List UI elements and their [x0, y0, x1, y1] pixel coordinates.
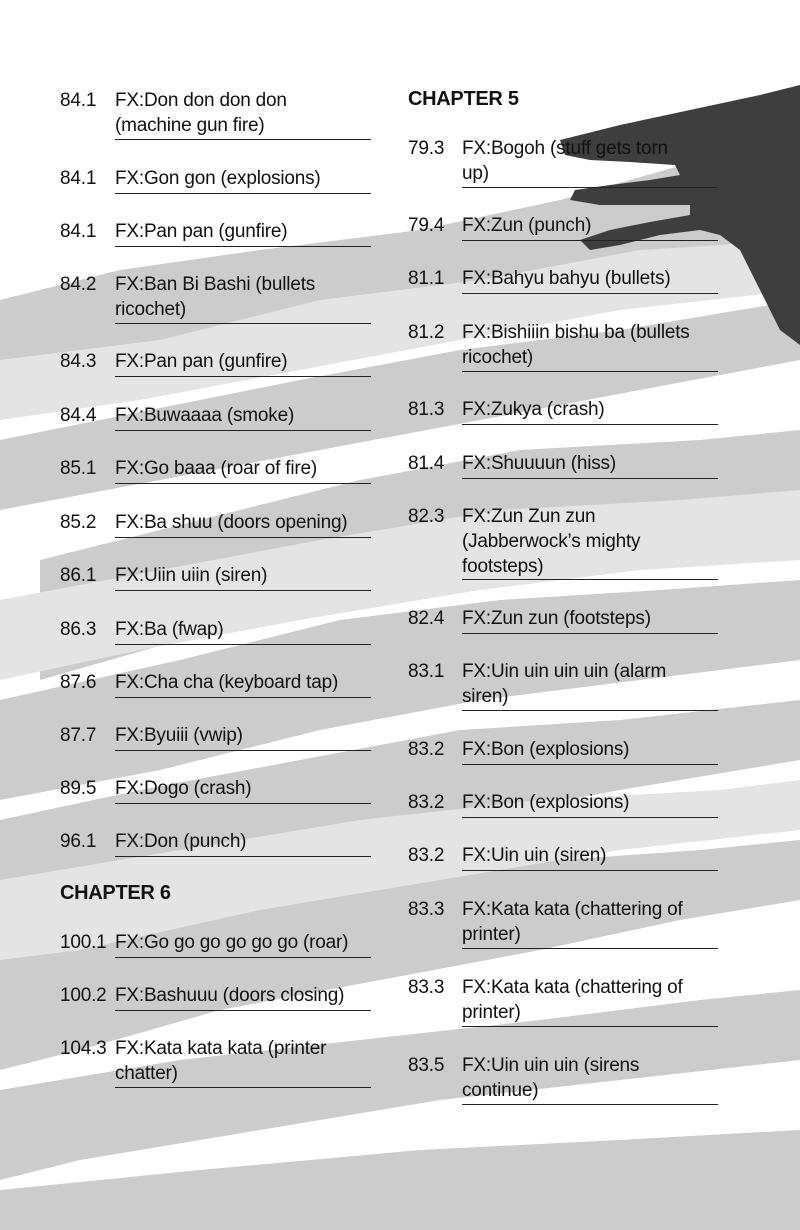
underline-rule: [462, 240, 718, 241]
page-panel-number: 89.5: [60, 778, 97, 799]
underline-rule: [115, 697, 371, 698]
fx-translation-text: FX:Kata kata (chattering of printer): [462, 977, 683, 1023]
underline-rule: [115, 139, 371, 140]
fx-translation-text: FX:Zun zun (footsteps): [462, 608, 651, 629]
underline-rule: [462, 371, 718, 372]
page-panel-number: 83.1: [408, 661, 445, 682]
page-panel-number: 84.3: [60, 351, 97, 372]
fx-translation-text: FX:Ba (fwap): [115, 619, 224, 640]
page-panel-number: 83.2: [408, 845, 445, 866]
underline-rule: [462, 948, 718, 949]
fx-translation-text: FX:Kata kata (chattering of printer): [462, 899, 683, 945]
fx-translation-text: FX:Buwaaaa (smoke): [115, 405, 295, 426]
underline-rule: [462, 424, 718, 425]
underline-rule: [115, 537, 371, 538]
underline-rule: [115, 483, 371, 484]
fx-translation-text: FX:Bashuuu (doors closing): [115, 985, 345, 1006]
page-panel-number: 83.2: [408, 739, 445, 760]
fx-translation-text: FX:Uin uin uin (sirens continue): [462, 1055, 640, 1101]
fx-translation-text: FX:Ban Bi Bashi (bullets ricochet): [115, 274, 316, 320]
fx-translation-text: FX:Pan pan (gunfire): [115, 221, 288, 242]
fx-translation-text: FX:Bahyu bahyu (bullets): [462, 268, 671, 289]
page-panel-number: 84.1: [60, 168, 97, 189]
underline-rule: [462, 764, 718, 765]
fx-translation-text: FX:Byuiii (vwip): [115, 725, 243, 746]
fx-translation-text: FX:Ba shuu (doors opening): [115, 512, 348, 533]
page-panel-number: 79.3: [408, 138, 445, 159]
underline-rule: [115, 430, 371, 431]
fx-translation-text: FX:Bon (explosions): [462, 739, 630, 760]
underline-rule: [115, 193, 371, 194]
fx-translation-text: FX:Dogo (crash): [115, 778, 252, 799]
underline-rule: [462, 478, 718, 479]
fx-translation-text: FX:Bishiiin bishu ba (bullets ricochet): [462, 322, 690, 368]
underline-rule: [115, 590, 371, 591]
fx-translation-text: FX:Uin uin uin uin (alarm siren): [462, 661, 667, 707]
underline-rule: [115, 750, 371, 751]
fx-translation-text: FX:Uiin uiin (siren): [115, 565, 268, 586]
page-panel-number: 104.3: [60, 1038, 107, 1059]
fx-translation-text: FX:Don don don don (machine gun fire): [115, 90, 287, 136]
underline-rule: [462, 579, 718, 580]
page-panel-number: 84.4: [60, 405, 97, 426]
underline-rule: [462, 870, 718, 871]
underline-rule: [115, 644, 371, 645]
page-panel-number: 82.4: [408, 608, 445, 629]
page-panel-number: 83.3: [408, 977, 445, 998]
fx-translation-text: FX:Cha cha (keyboard tap): [115, 672, 339, 693]
underline-rule: [115, 376, 371, 377]
underline-rule: [115, 1087, 371, 1088]
fx-translation-text: FX:Uin uin (siren): [462, 845, 607, 866]
fx-translation-text: FX:Zun Zun zun (Jabberwock’s mighty footsteps): [462, 506, 641, 577]
chapter-heading: CHAPTER 6: [60, 882, 171, 904]
page-panel-number: 83.2: [408, 792, 445, 813]
page-panel-number: 85.2: [60, 512, 97, 533]
fx-translation-text: FX:Bon (explosions): [462, 792, 630, 813]
underline-rule: [462, 633, 718, 634]
fx-translation-text: FX:Go go go go go go (roar): [115, 932, 349, 953]
underline-rule: [462, 817, 718, 818]
fx-translation-text: FX:Bogoh (stuff gets torn up): [462, 138, 668, 184]
page-panel-number: 85.1: [60, 458, 97, 479]
underline-rule: [115, 803, 371, 804]
fx-translation-text: FX:Kata kata kata (printer chatter): [115, 1038, 327, 1084]
page-panel-number: 81.2: [408, 322, 445, 343]
page-panel-number: 81.3: [408, 399, 445, 420]
underline-rule: [115, 1010, 371, 1011]
underline-rule: [115, 246, 371, 247]
underline-rule: [115, 323, 371, 324]
underline-rule: [462, 1026, 718, 1027]
page-panel-number: 83.3: [408, 899, 445, 920]
page-panel-number: 100.1: [60, 932, 107, 953]
chapter-heading: CHAPTER 5: [408, 88, 519, 110]
page-panel-number: 84.1: [60, 221, 97, 242]
underline-rule: [115, 856, 371, 857]
page-panel-number: 87.7: [60, 725, 97, 746]
page-panel-number: 96.1: [60, 831, 97, 852]
page-panel-number: 81.4: [408, 453, 445, 474]
fx-translation-text: FX:Pan pan (gunfire): [115, 351, 288, 372]
fx-translation-text: FX:Shuuuun (hiss): [462, 453, 616, 474]
page-panel-number: 86.3: [60, 619, 97, 640]
underline-rule: [462, 293, 718, 294]
page-panel-number: 87.6: [60, 672, 97, 693]
page-panel-number: 100.2: [60, 985, 107, 1006]
page-panel-number: 84.2: [60, 274, 97, 295]
fx-translation-text: FX:Zukya (crash): [462, 399, 605, 420]
page-panel-number: 86.1: [60, 565, 97, 586]
page-panel-number: 81.1: [408, 268, 445, 289]
underline-rule: [462, 710, 718, 711]
page-panel-number: 79.4: [408, 215, 445, 236]
page-panel-number: 83.5: [408, 1055, 445, 1076]
fx-translation-text: FX:Zun (punch): [462, 215, 592, 236]
underline-rule: [462, 1104, 718, 1105]
underline-rule: [462, 187, 718, 188]
fx-translation-text: FX:Gon gon (explosions): [115, 168, 321, 189]
fx-translation-text: FX:Go baaa (roar of fire): [115, 458, 317, 479]
underline-rule: [115, 957, 371, 958]
fx-translation-text: FX:Don (punch): [115, 831, 247, 852]
page-panel-number: 84.1: [60, 90, 97, 111]
page-panel-number: 82.3: [408, 506, 445, 527]
